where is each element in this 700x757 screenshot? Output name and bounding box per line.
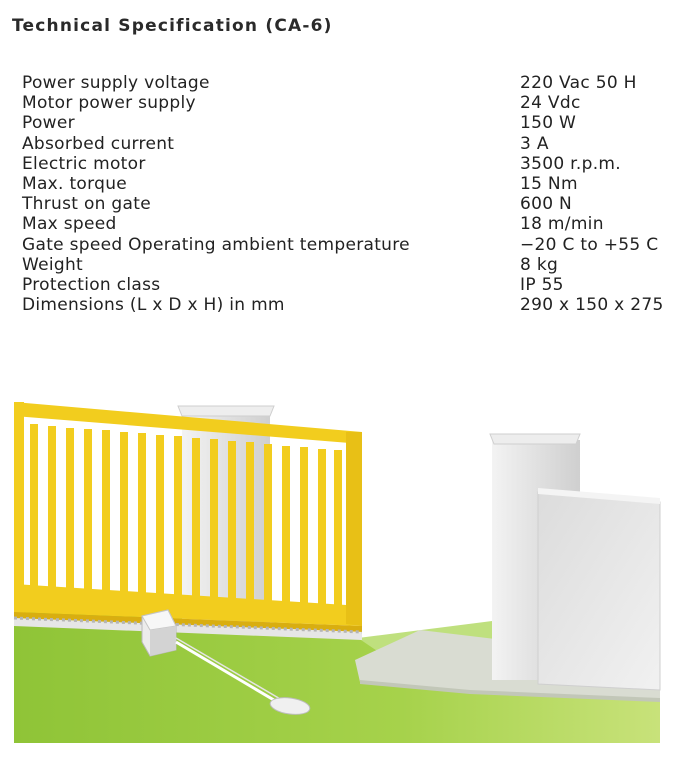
- spec-value: IP 55: [520, 274, 564, 295]
- spec-value: 8 kg: [520, 254, 559, 275]
- spec-label: Max speed: [22, 214, 117, 235]
- spec-value: 150 W: [520, 113, 577, 134]
- spec-value: 220 Vac 50 H: [520, 73, 637, 93]
- spec-table: [22, 73, 682, 315]
- spec-row: [22, 73, 682, 93]
- spec-row: [22, 214, 682, 234]
- spec-label: Absorbed current: [22, 133, 175, 154]
- spec-value: 290 x 150 x 275: [520, 295, 664, 316]
- gate-right-post: [346, 432, 362, 626]
- spec-label: Power supply voltage: [22, 73, 210, 93]
- gate-left-post: [14, 402, 24, 614]
- page-title: Technical Specification (CA-6): [12, 16, 333, 36]
- spec-label: Power: [22, 113, 75, 134]
- spec-value: −20 C to +55 C: [520, 234, 659, 255]
- front-pillar-cap: [490, 434, 580, 444]
- spec-value: 600 N: [520, 194, 573, 215]
- spec-row: [22, 295, 682, 315]
- spec-value: 3 A: [520, 133, 549, 154]
- spec-label: Gate speed Operating ambient temperature: [22, 234, 410, 255]
- spec-value: 15 Nm: [520, 173, 578, 194]
- spec-row: [22, 154, 682, 174]
- spec-row: [22, 235, 682, 255]
- spec-label: Electric motor: [22, 153, 146, 174]
- spec-row: [22, 113, 682, 133]
- spec-label: Dimensions (L x D x H) in mm: [22, 295, 285, 316]
- spec-label: Weight: [22, 254, 84, 275]
- spec-label: Max. torque: [22, 173, 128, 194]
- gate-motor-unit: [142, 610, 176, 656]
- sliding-gate-illustration: [0, 380, 700, 757]
- spec-row: [22, 134, 682, 154]
- spec-row: [22, 255, 682, 275]
- spec-value: 3500 r.p.m.: [520, 153, 621, 174]
- back-pillar-cap: [178, 406, 274, 416]
- spec-value: 24 Vdc: [520, 93, 581, 114]
- boundary-wall: [538, 492, 660, 690]
- spec-row: [22, 174, 682, 194]
- spec-row: [22, 275, 682, 295]
- spec-value: 18 m/min: [520, 214, 604, 235]
- spec-row: [22, 194, 682, 214]
- spec-label: Motor power supply: [22, 93, 196, 114]
- spec-label: Thrust on gate: [22, 194, 151, 215]
- spec-row: [22, 93, 682, 113]
- spec-label: Protection class: [22, 274, 161, 295]
